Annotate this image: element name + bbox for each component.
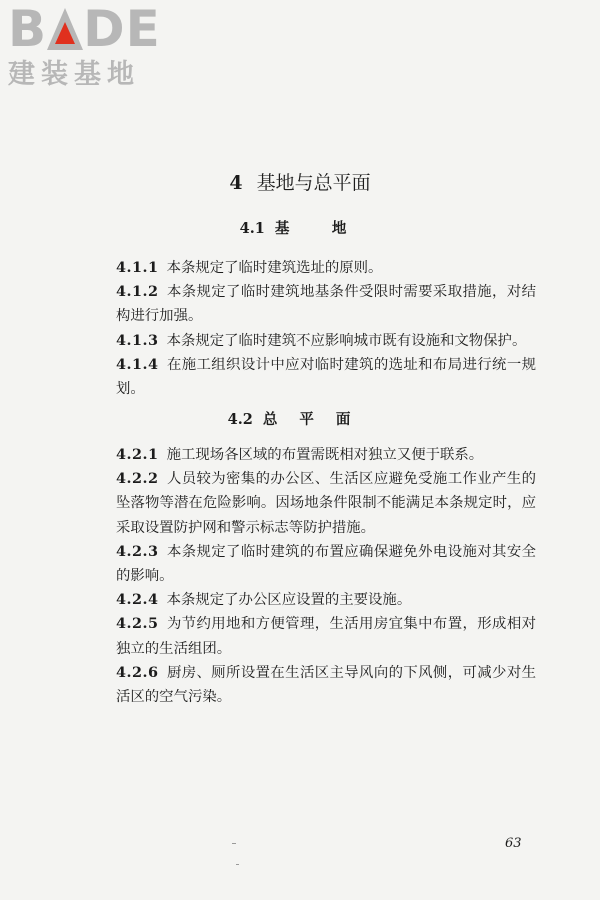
brand-logo <box>8 0 178 90</box>
scan-speck <box>236 864 239 865</box>
logo-letter-b: B <box>8 0 48 58</box>
chapter-title <box>0 171 600 195</box>
clause-4-1-4: 4.1.4 在施工组织设计中应对临时建筑的选址和布局进行统一规划。 <box>116 355 536 398</box>
section-4-1-clauses <box>116 256 536 401</box>
chapter-name: 基地与总平面 <box>256 172 371 194</box>
section-title-4-2 <box>0 410 600 430</box>
clause-4-1-2: 4.1.2 本条规定了临时建筑地基条件受限时需要采取措施，对结构进行加强。 <box>116 283 536 325</box>
chapter-number: 4 <box>229 172 243 194</box>
section-4-2-clauses <box>116 443 536 709</box>
section-number: 4.1 <box>239 220 265 237</box>
section-title-4-1 <box>0 219 600 239</box>
page-number: 63 <box>505 836 522 851</box>
section-name: 总平面 <box>262 411 373 428</box>
clause-4-2-4: 4.2.4 本条规定了办公区应设置的主要设施。 <box>116 591 412 609</box>
logo-letters-de: DE <box>83 0 161 58</box>
logo-letter-a <box>47 4 83 54</box>
logo-wordmark <box>8 0 178 58</box>
logo-chinese: 建装基地 <box>8 59 140 90</box>
clause-4-1-3: 4.1.3 本条规定了临时建筑不应影响城市既有设施和文物保护。 <box>116 331 527 349</box>
clause-4-2-6: 4.2.6 厨房、厕所设置在生活区主导风向的下风侧，可减少对生活区的空气污染。 <box>116 663 536 706</box>
logo-a-triangle-icon <box>47 8 83 50</box>
section-name: 基 地 <box>274 220 361 237</box>
clause-4-2-1: 4.2.1 施工现场各区域的布置需既相对独立又便于联系。 <box>116 446 484 463</box>
scan-speck <box>232 843 236 844</box>
clause-4-1-1: 4.1.1 本条规定了临时建筑选址的原则。 <box>116 259 383 276</box>
clause-4-2-3: 4.2.3 本条规定了临时建筑的布置应确保避免外电设施对其安全的影响。 <box>116 542 536 585</box>
clause-4-2-2: 4.2.2 人员较为密集的办公区、生活区应避免受施工作业产生的坠落物等潜在危险影响。因场地条件限制不能满足本条规定时，应采取设置防护网和警示标志等防护措施。 <box>116 470 536 536</box>
section-number: 4.2 <box>227 411 253 428</box>
clause-4-2-5: 4.2.5 为节约用地和方便管理，生活用房宜集中布置，形成相对独立的生活组团。 <box>116 615 536 657</box>
